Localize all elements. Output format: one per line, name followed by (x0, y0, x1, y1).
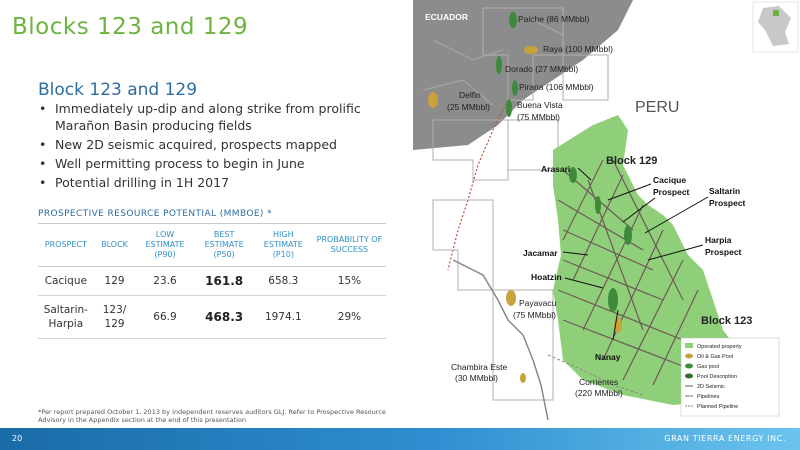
peru-label: PERU (635, 99, 680, 116)
field-label: (25 MMbbl) (447, 102, 490, 112)
block-129-label: Block 129 (606, 155, 658, 167)
bullet-item: • Immediately up-dip and along strike from prolific Marañon Basin producing fields (38, 100, 383, 134)
footnote: *Per report prepared October 1, 2013 by independent reserves auditors GLJ. Refer to Prospective Resource Advisory in the Appendix section at the end of this presentation (38, 408, 386, 424)
legend-item: Oil & Gas Pool (697, 354, 734, 360)
cell-high: 1974.1 (254, 296, 313, 339)
map-legend (681, 338, 779, 416)
cell-best: 468.3 (195, 296, 254, 339)
bullet-item: • Potential drilling in 1H 2017 (38, 174, 383, 191)
harpia-prospect-label: Prospect (705, 247, 742, 257)
field-label: Dorado (27 MMbbl) (505, 64, 579, 74)
bullet-item: • New 2D seismic acquired, prospects mapped (38, 136, 383, 153)
field-label: Payavacu (519, 298, 557, 308)
table-header-row (38, 224, 386, 267)
cell-high: 658.3 (254, 267, 313, 296)
resource-table (38, 223, 386, 339)
cell-probability: 15% (313, 267, 386, 296)
ecuador-label: ECUADOR (425, 12, 468, 22)
well-label: Hoatzin (531, 272, 562, 282)
cell-prospect: Cacique (38, 267, 94, 296)
field-label: (30 MMbbl) (455, 373, 498, 383)
cell-best: 161.8 (195, 267, 254, 296)
well-label: Jacamar (523, 248, 558, 258)
block-map (413, 0, 800, 428)
harpia-prospect-label: Harpia (705, 235, 732, 245)
col-probability: PROBABILITY OF SUCCESS (313, 224, 386, 267)
field-label: (220 MMbbl) (575, 388, 623, 398)
legend-item: Planned Pipeline (697, 404, 739, 410)
field-label: Delfin (459, 90, 481, 100)
block-123-label: Block 123 (701, 315, 753, 327)
footer-bar (0, 428, 800, 450)
page-title: Blocks 123 and 129 (12, 14, 249, 40)
legend-item: Operated property (697, 344, 742, 350)
saltarin-prospect-label: Saltarin (709, 186, 741, 196)
map-svg (413, 0, 800, 428)
field-label: (75 MMbbl) (517, 112, 560, 122)
table-row (38, 296, 386, 339)
col-best-estimate: BEST ESTIMATE (P50) (195, 224, 254, 267)
bullet-list (38, 100, 383, 193)
table-title: PROSPECTIVE RESOURCE POTENTIAL (MMBOE) * (38, 209, 273, 219)
col-block: BLOCK (94, 224, 136, 267)
cell-prospect: Saltarin-Harpia (38, 296, 94, 339)
field-label: Raya (100 MMbbl) (543, 44, 613, 54)
cacique-prospect-label: Prospect (653, 187, 690, 197)
field-label: Corrientes (579, 377, 619, 387)
field-label: Paiche (86 MMbbl) (518, 14, 590, 24)
cell-block: 129 (94, 267, 136, 296)
section-subtitle: Block 123 and 129 (38, 80, 198, 100)
inset-map-location (773, 10, 779, 16)
company-name: GRAN TIERRA ENERGY INC. (664, 434, 786, 443)
page-number: 20 (12, 434, 23, 443)
col-high-estimate: HIGH ESTIMATE (P10) (254, 224, 313, 267)
legend-item: Gas pool (697, 364, 720, 370)
cell-probability: 29% (313, 296, 386, 339)
field-label: Buena Vista (517, 100, 563, 110)
field-label: Pirana (106 MMbbl) (519, 82, 594, 92)
field-label: Chambira Este (451, 362, 508, 372)
cacique-prospect-label: Cacique (653, 175, 687, 185)
table-row (38, 267, 386, 296)
cell-block: 123/ 129 (94, 296, 136, 339)
field-label: (75 MMbbl) (513, 310, 556, 320)
saltarin-prospect-label: Prospect (709, 198, 746, 208)
well-label: Nanay (595, 352, 621, 362)
bullet-item: • Well permitting process to begin in June (38, 155, 383, 172)
legend-item: Pool Description (697, 374, 738, 380)
cell-low: 66.9 (135, 296, 194, 339)
legend-item: Pipelines (697, 394, 720, 400)
col-prospect: PROSPECT (38, 224, 94, 267)
col-low-estimate: LOW ESTIMATE (P90) (135, 224, 194, 267)
legend-item: 2D Seismic (697, 384, 725, 390)
well-label: Arasari (541, 164, 571, 174)
cell-low: 23.6 (135, 267, 194, 296)
